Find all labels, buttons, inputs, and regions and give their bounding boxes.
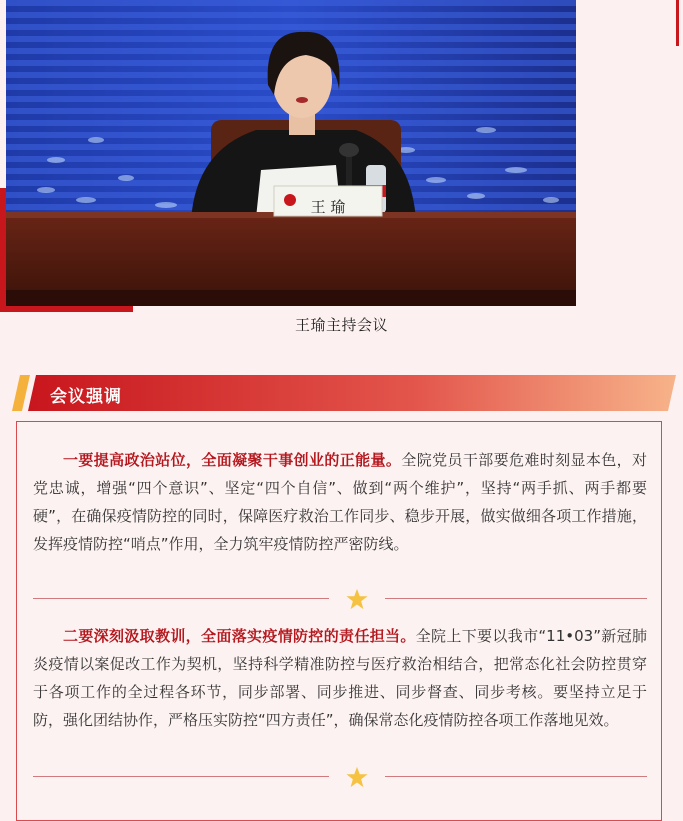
star-divider-1 (33, 587, 647, 611)
paragraph-1-lead: 一要提高政治站位，全面凝聚干事创业的正能量。 (63, 451, 402, 469)
star-icon (346, 766, 368, 788)
star-icon (346, 588, 368, 610)
meeting-photo (6, 0, 576, 306)
photo-caption: 王瑜主持会议 (294, 316, 388, 334)
paragraph-1 (33, 446, 647, 558)
paragraph-2-lead: 二要深刻汲取教训，全面落实疫情防控的责任担当。 (63, 627, 416, 645)
section-banner (6, 375, 676, 411)
photo-frame-accent-bottom (0, 306, 133, 312)
right-edge-rule (676, 0, 679, 46)
paragraph-2 (33, 622, 647, 734)
section-title: 会议强调 (50, 387, 122, 407)
paragraph-2-body: 全院上下要以我市“11•03”新冠肺炎疫情以案促改工作为契机，坚持科学精准防控与医疗救治相结合，把常态化社会防控贯穿于各项工作的全过程各环节，同步部署、同步推进、同步督查、同步考核。要坚持立足于防，强化团结协作，严格压实防控“四方责任”，确保常态化疫情防控各项工作落地见效。 (33, 627, 647, 729)
star-divider-2 (33, 765, 647, 789)
content-box (16, 421, 662, 821)
paragraph-1-body: 全院党员干部要危难时刻显本色，对党忠诚，增强“四个意识”、坚定“四个自信”、做到“两个维护”，坚持“两手抓、两手都要硬”，在确保疫情防控的同时，保障医疗救治工作同步、稳步开展，做实做细各项工作措施，发挥疫情防控“哨点”作用，全力筑牢疫情防控严密防线。 (33, 451, 647, 553)
nameplate-text: 王 瑜 (310, 198, 346, 216)
